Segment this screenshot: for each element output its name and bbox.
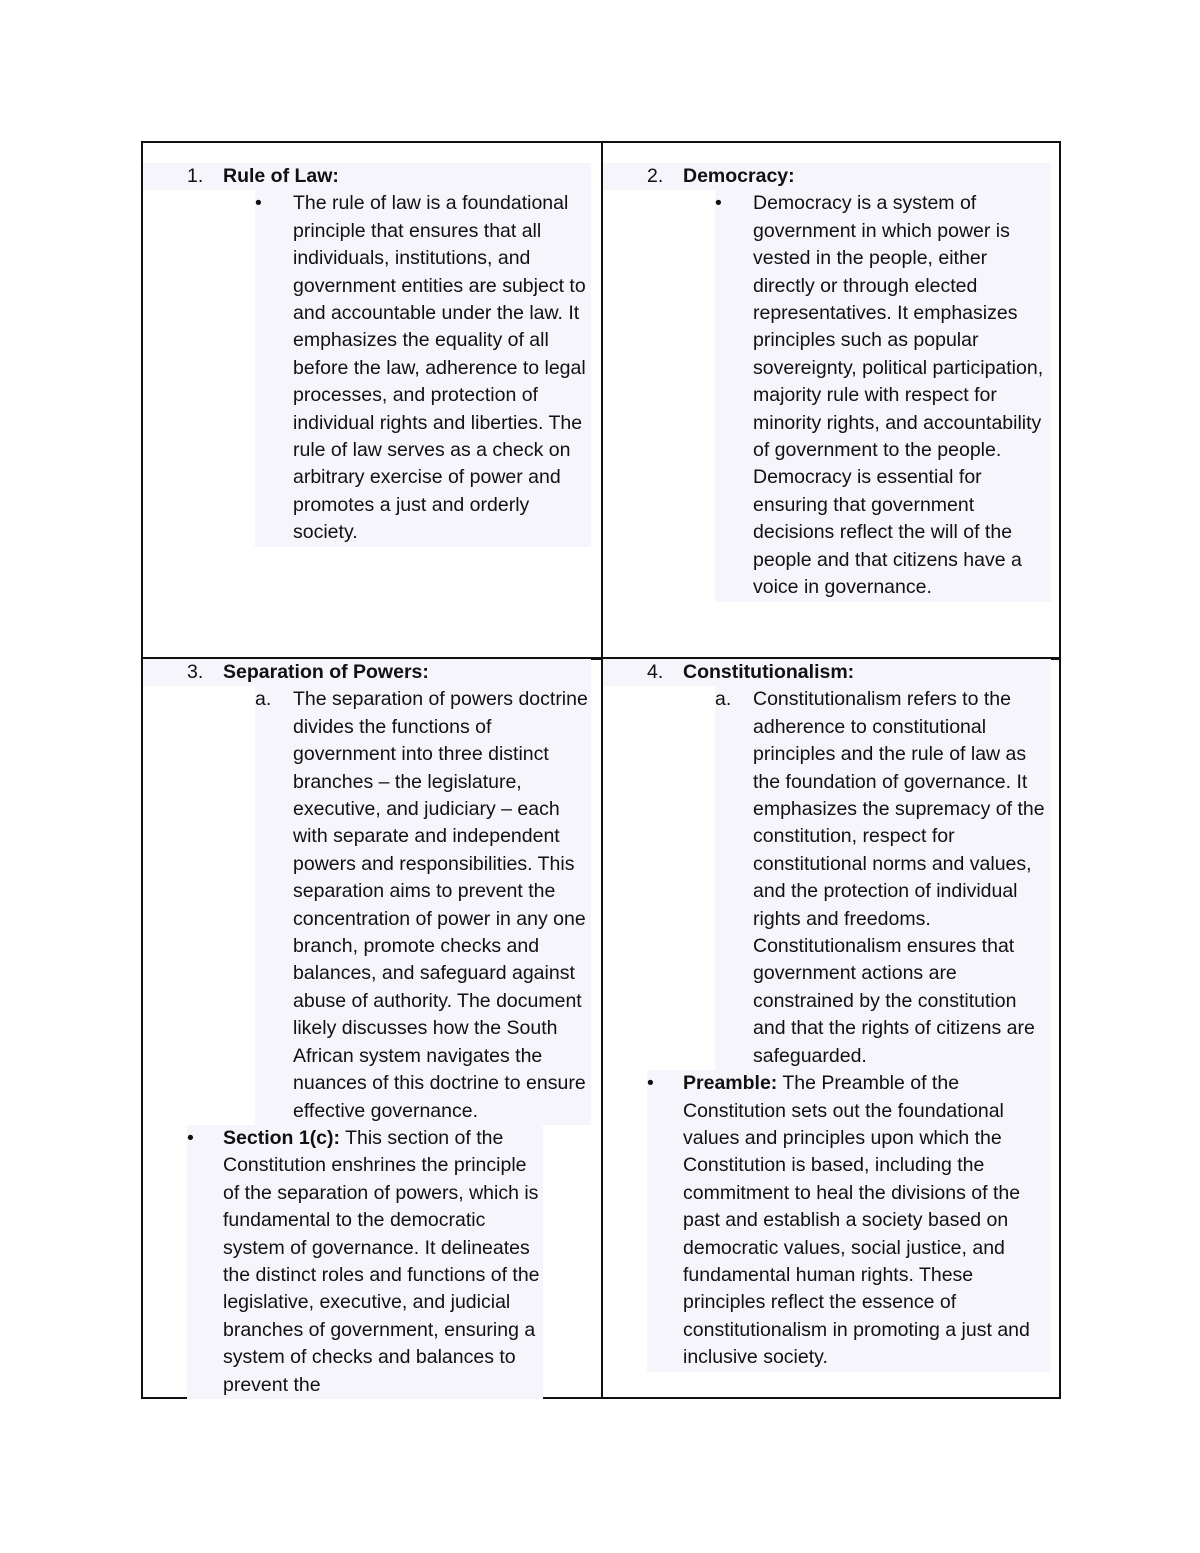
section-note [187,1125,543,1399]
item-number: 2. [647,165,664,187]
bullet-marker: • [255,192,262,215]
content-table [141,141,1061,1399]
section-text: This section of the Constitution enshrines the principle of the separation of powers, which is fundamental to the democratic system of governance. It delineates the distinct roles and functions of the legislative, executive, and judicial branches of government, ensuring a system of checks and balances to prevent the [223,1126,540,1396]
section-note [647,1070,1051,1371]
bullet-marker: • [187,1126,194,1149]
bullet-marker: • [715,192,722,215]
bullet-marker: • [647,1072,654,1095]
cell-rule-of-law [143,163,601,547]
item-description: Democracy is a system of government in which power is vested in the people, either directly or through elected representatives. It emphasizes principles such as popular sovereignty, political participation, majority rule with respect for minority rights, and accountability of government to the people. Democracy is essential for ensuring that government decisions reflect the will of the people and that citizens have a voice in governance. [715,190,1051,601]
item-title: Constitutionalism: [603,659,1051,686]
item-number: 1. [187,165,204,187]
cell-democracy [603,163,1061,602]
section-text: The Preamble of the Constitution sets out the foundational values and principles upon which the Constitution is based, including the commitment to heal the divisions of the past and establish a society based on democratic values, social justice, and fundamental human rights. These principles reflect the essence of constitutionalism in promoting a just and inclusive society. [683,1072,1030,1369]
item-title: Democracy: [603,163,1051,190]
item-description: The rule of law is a foundational principle that ensures that all individuals, institutions, and government entities are subject to and accountable under the law. It emphasizes the equality of all before the law, adherence to legal processes, and protection of individual rights and liberties. The rule of law serves as a check on arbitrary exercise of power and promotes a just and orderly society. [255,190,591,546]
item-number: 3. [187,661,204,683]
list-letter-marker: a. [715,688,732,711]
item-description: Constitutionalism refers to the adherence to constitutional principles and the rule of law as the foundation of governance. It emphasizes the supremacy of the constitution, respect for constitutional norms and values, and the protection of individual rights and freedoms. Constitutionalism ensures that government actions are constrained by the constitution and that the rights of citizens are safeguarded. [715,686,1051,1070]
section-label: Section 1(c): [223,1126,341,1149]
cell-separation-of-powers [143,659,601,1399]
list-letter-marker: a. [255,688,272,711]
item-title: Separation of Powers: [143,659,591,686]
item-description: The separation of powers doctrine divides the functions of government into three distinct branches – the legislature, executive, and judiciary – each with separate and independent powers and responsibilities. This separation aims to prevent the concentration of power in any one branch, promote checks and balances, and safeguard against abuse of authority. The document likely discusses how the South African system navigates the nuances of this doctrine to ensure effective governance. [255,686,591,1125]
item-number: 4. [647,661,664,683]
cell-constitutionalism [603,659,1061,1372]
item-title: Rule of Law: [143,163,591,190]
section-label: Preamble: [683,1072,778,1095]
